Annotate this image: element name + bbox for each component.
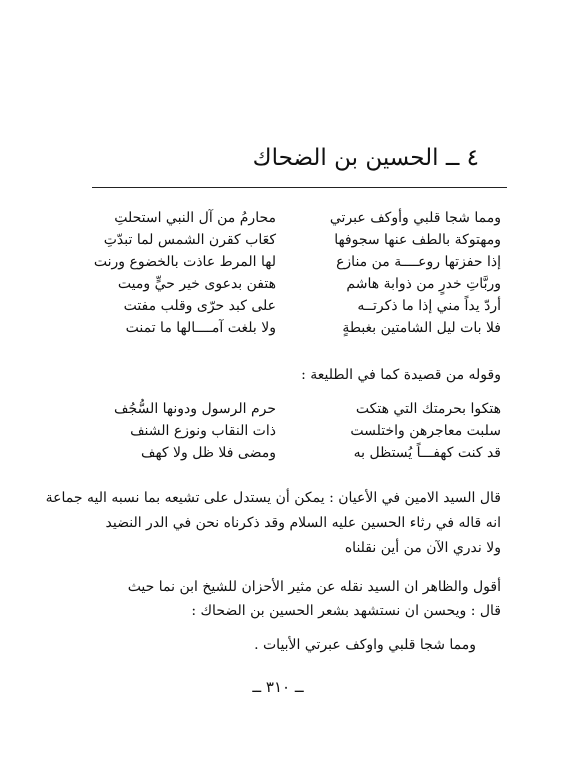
paragraph-line: ولا ندري الآن من أين نقلناه [344, 540, 501, 556]
verse-second-hemistich: ذات النقاب ونوزع الشنف [130, 423, 276, 439]
poem-elegy-2 [76, 398, 501, 464]
page-number: ــ ٣١٠ ــ [252, 678, 304, 696]
verse-second-hemistich: على كبد حرّى وقلب مفتت [123, 298, 276, 314]
paragraph-line: قال : ويحسن ان نستشهد بشعر الحسين بن الضحاك : [191, 603, 501, 619]
verse-first-hemistich: هتكوا بحرمتك التي هتكت [355, 401, 501, 417]
verse-first-hemistich: فلا بات ليل الشامتين بغبطةٍ [342, 320, 501, 336]
verse-first-hemistich: قد كنت كهفـــاً يُستظل به [353, 445, 501, 461]
verse-first-hemistich: سلبت معاجرهن واختلست [350, 423, 501, 439]
verse-second-hemistich: كعَاب كقرن الشمس لما تبدّتِ [103, 232, 276, 248]
paragraph-line: ومما شجا قلبي واوكف عبرتي الأبيات . [254, 637, 476, 653]
verse [76, 207, 501, 229]
paragraph-line: أقول والظاهر ان السيد نقله عن مثير الأحزان للشيخ ابن نما حيث [127, 579, 501, 595]
verse-second-hemistich: حرم الرسول ودونها السُّجُف [114, 401, 276, 417]
verse [76, 442, 501, 464]
verse-first-hemistich: وربَّاتِ خدرٍ من ذوابة هاشم [346, 276, 501, 292]
verse [76, 317, 501, 339]
verse [76, 398, 501, 420]
section-heading: ٤ ــ الحسين بن الضحاك [252, 145, 479, 171]
verse [76, 229, 501, 251]
heading-underline [92, 187, 507, 188]
verse-first-hemistich: أردّ يداً مني إذا ما ذكرتــه [357, 298, 501, 314]
verse-second-hemistich: ولا بلغت آمــــالها ما تمنت [125, 320, 276, 336]
verse [76, 273, 501, 295]
paragraph-line: قال السيد الامين في الأعيان : يمكن أن يستدل على تشيعه بما نسبه اليه جماعة [45, 490, 501, 506]
intro-line: وقوله من قصيدة كما في الطليعة : [301, 367, 501, 383]
verse-first-hemistich: إذا حفزتها روعــــة من منازع [336, 254, 501, 270]
verse [76, 420, 501, 442]
verse-second-hemistich: محارمُ من آل النبي استحلتِ [114, 210, 276, 226]
poem-elegy-1 [76, 207, 501, 339]
verse [76, 295, 501, 317]
verse-first-hemistich: ومما شجا قلبي وأوكف عبرتي [329, 210, 501, 226]
verse-second-hemistich: ومضى فلا ظل ولا كهف [140, 445, 276, 461]
verse-first-hemistich: ومهتوكة بالطف عنها سجوفها [334, 232, 501, 248]
verse [76, 251, 501, 273]
paragraph-line: انه قاله في رثاء الحسين عليه السلام وقد ذكرناه نحن في الدر النضيد [105, 515, 501, 531]
verse-second-hemistich: هتفن بدعوى خير حيٍّ وميت [117, 276, 276, 292]
verse-second-hemistich: لها المرط عاذت بالخضوع ورنت [93, 254, 276, 270]
